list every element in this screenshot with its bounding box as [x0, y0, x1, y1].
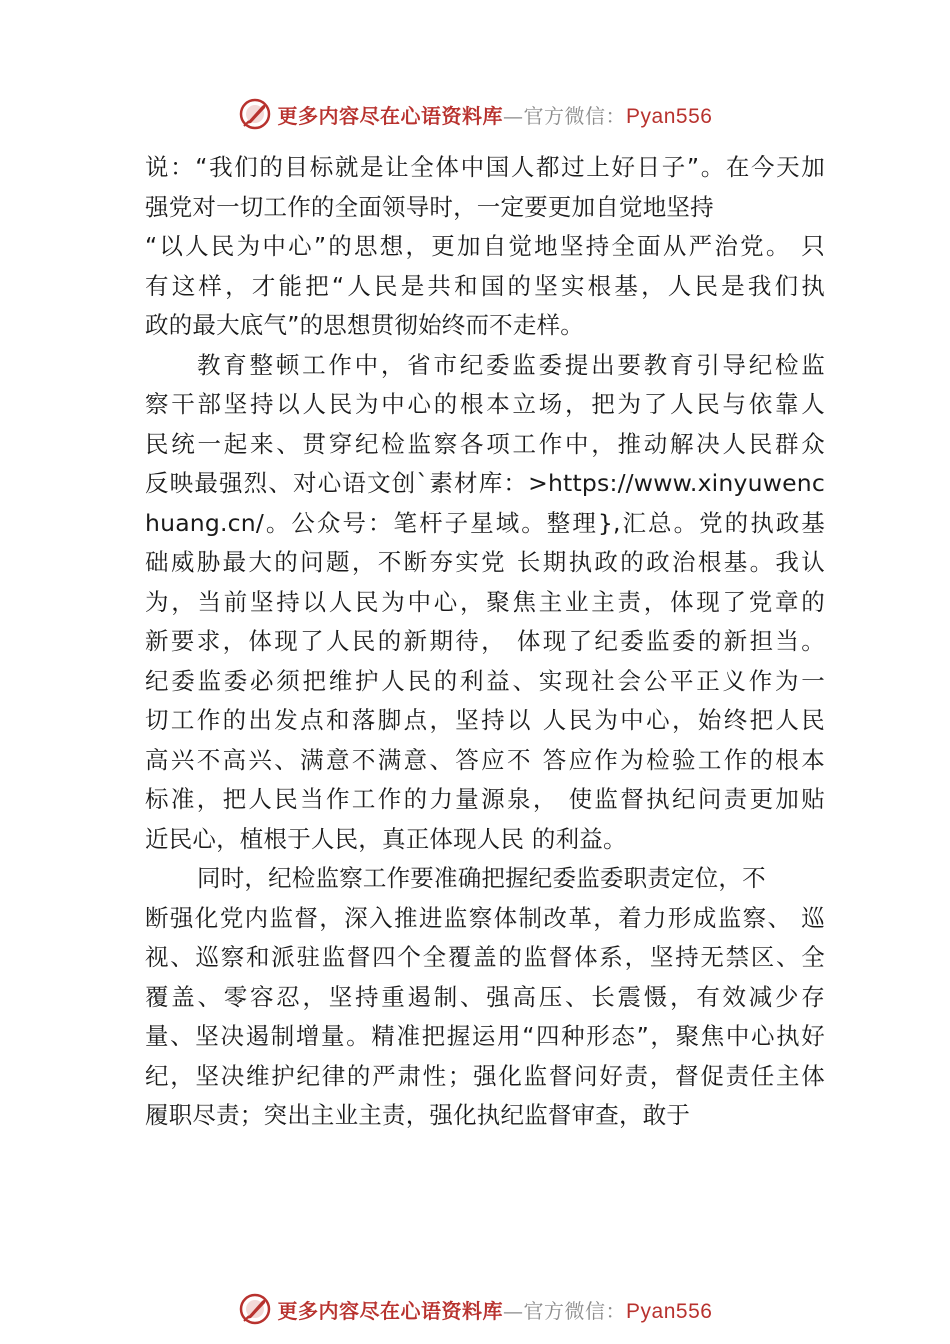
header-wechat-id: Pyan556	[626, 104, 713, 128]
body-line-23: 量、坚决遏制增量。精准把握运用“四种形态”，聚焦中心执好	[145, 1022, 825, 1050]
body-line-17: 标准，把人民当作工作的力量源泉， 使监督执纪问责更加贴	[145, 785, 825, 813]
body-line-16: 高兴不高兴、满意不满意、答应不 答应作为检验工作的根本	[145, 745, 825, 774]
footer-wechat-id: Pyan556	[626, 1299, 713, 1323]
body-line-2: 强党对一切工作的全面领导时，一定要更加自觉地坚持	[145, 192, 714, 221]
body-line-9: 反映最强烈、对心语文创`素材库：>https://www.xinyuwenc	[145, 469, 825, 497]
body-line-18: 近民心，植根于人民，真正体现人民 的利益。	[145, 824, 627, 853]
body-line-7: 察干部坚持以人民为中心的根本立场，把为了人民与依靠人	[145, 390, 825, 418]
body-line-20: 断强化党内监督，深入推进监察体制改革，着力形成监察、 巡	[145, 903, 825, 932]
footer-banner	[0, 1289, 950, 1329]
body-line-5: 政的最大底气”的思想贯彻始终而不走样。	[145, 311, 584, 339]
header-wechat-label: —官方微信：	[503, 103, 627, 128]
body-line-8: 民统一起来、贯穿纪检监察各项工作中，推动解决人民群众	[145, 429, 825, 458]
body-line-4: 有这样，才能把“人民是共和国的坚实根基，人民是我们执	[145, 271, 825, 300]
body-line-6: 教育整顿工作中，省市纪委监委提出要教育引导纪检监	[197, 350, 825, 379]
body-line-19: 同时，纪检监察工作要准确把握纪委监委职责定位，不	[197, 864, 766, 892]
body-line-11: 础威胁最大的问题，不断夯实党 长期执政的政治根基。我认	[145, 548, 825, 576]
footer-wechat-label: —官方微信：	[503, 1298, 627, 1323]
body-line-14: 纪委监委必须把维护人民的利益、实现社会公平正义作为一	[145, 666, 825, 695]
header-brand-text: 更多内容尽在心语资料库	[277, 103, 504, 128]
body-line-22: 覆盖、零容忍，坚持重遏制、强高压、长震慑，有效减少存	[145, 982, 825, 1011]
body-line-15: 切工作的出发点和落脚点，坚持以 人民为中心，始终把人民	[145, 706, 825, 734]
body-line-12: 为，当前坚持以人民为中心，聚焦主业主责，体现了党章的	[145, 587, 825, 616]
quill-pen-logo-icon	[238, 97, 272, 131]
body-line-1: 说：“我们的目标就是让全体中国人都过上好日子”。在今天加	[145, 153, 825, 181]
body-line-25: 履职尽责；突出主业主责，强化执纪监督审查，敢于	[145, 1101, 691, 1129]
quill-pen-logo-icon	[238, 1292, 272, 1326]
header-banner	[0, 94, 950, 134]
body-line-3: “以人民为中心”的思想，更加自觉地坚持全面从严治党。 只	[145, 232, 825, 260]
body-line-10: huang.cn/。公众号：笔杆子星域。整理},汇总。党的执政基	[145, 508, 825, 537]
body-line-24: 纪，坚决维护纪律的严肃性；强化监督问好责，督促责任主体	[145, 1061, 825, 1090]
body-line-13: 新要求，体现了人民的新期待， 体现了纪委监委的新担当。	[145, 627, 825, 655]
document-body	[145, 148, 825, 1136]
body-line-21: 视、巡察和派驻监督四个全覆盖的监督体系，坚持无禁区、全	[145, 943, 825, 971]
footer-brand-text: 更多内容尽在心语资料库	[277, 1298, 504, 1323]
